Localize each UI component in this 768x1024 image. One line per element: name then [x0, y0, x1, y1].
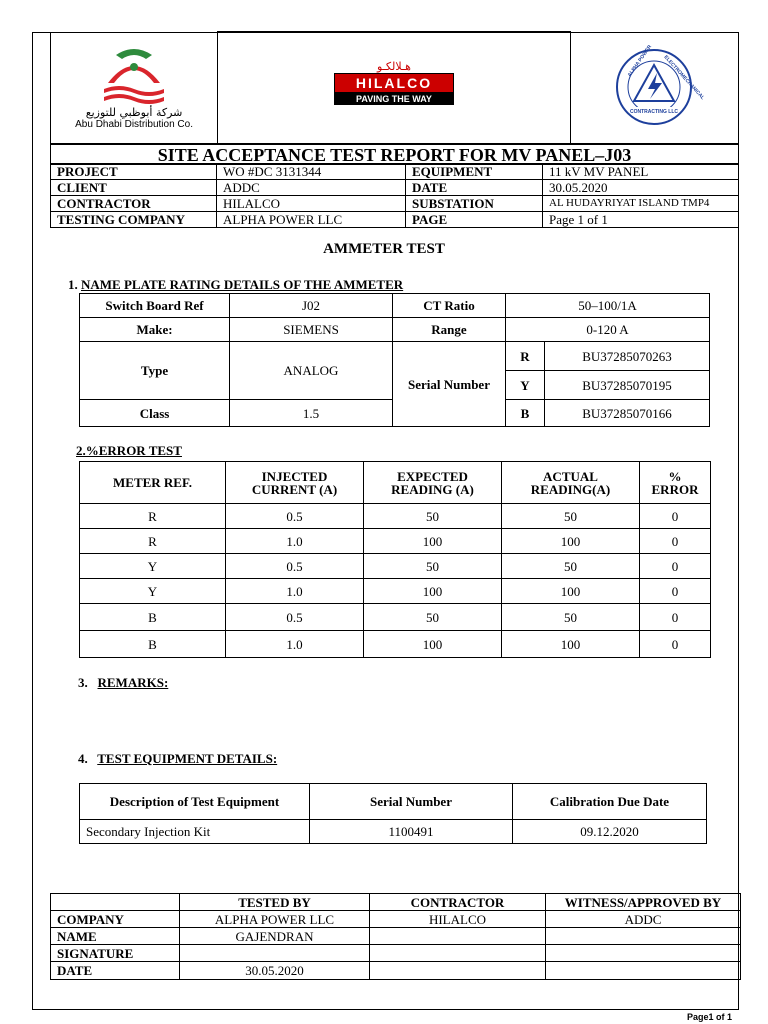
make-value: SIEMENS	[230, 318, 393, 342]
range-label: Range	[393, 318, 506, 342]
header-tested-by: TESTED BY	[180, 894, 370, 911]
contractor-value: HILALCO	[217, 196, 406, 212]
percent-error: 0	[640, 504, 711, 529]
contractor-label: CONTRACTOR	[51, 196, 217, 212]
table-row	[80, 554, 711, 579]
actual-reading: 50	[502, 604, 640, 631]
meter-ref: Y	[80, 579, 226, 604]
type-label: Type	[80, 342, 230, 400]
injected-current: 0.5	[226, 604, 364, 631]
percent-error: 0	[640, 579, 711, 604]
hilalco-logo	[334, 61, 454, 115]
section-1-title: NAME PLATE RATING DETAILS OF THE AMMETER	[81, 277, 404, 292]
alpha-power-logo-icon	[614, 44, 706, 127]
svg-text:CONTRACTING LLC: CONTRACTING LLC	[630, 109, 679, 116]
substation-label: SUBSTATION	[406, 196, 543, 212]
table-row	[80, 604, 711, 631]
class-value: 1.5	[230, 400, 393, 427]
hilalco-arabic: هـلالكـو	[377, 59, 411, 73]
injected-current: 1.0	[226, 529, 364, 554]
serial-phase-r: R	[506, 342, 545, 371]
signoff-blank-header	[51, 894, 180, 911]
witness-signature	[546, 945, 741, 962]
date-value: 30.05.2020	[543, 180, 739, 196]
header-equipment-description: Description of Test Equipment	[80, 784, 310, 820]
page-label: PAGE	[406, 212, 543, 228]
expected-reading: 100	[364, 631, 502, 658]
header-injected-current: INJECTED CURRENT (A)	[226, 462, 364, 504]
section-4-number: 4.	[78, 751, 88, 766]
hilalco-name: HILALCO	[334, 73, 454, 93]
testing-company-value: ALPHA POWER LLC	[217, 212, 406, 228]
addc-arabic-name: شركة أبوظبي للتوزيع	[85, 105, 183, 119]
tested-by-date: 30.05.2020	[180, 962, 370, 980]
section-3-heading	[78, 675, 168, 691]
section-3-number: 3.	[78, 675, 88, 690]
date-label: DATE	[406, 180, 543, 196]
ct-ratio-label: CT Ratio	[393, 294, 506, 318]
alpha-logo-cell	[570, 32, 738, 144]
equipment-label: EQUIPMENT	[406, 164, 543, 180]
contractor-date	[370, 962, 546, 980]
percent-error: 0	[640, 529, 711, 554]
meter-ref: R	[80, 529, 226, 554]
class-label: Class	[80, 400, 230, 427]
error-test-table	[79, 461, 711, 658]
row-label-name: NAME	[51, 928, 180, 945]
equipment-description: Secondary Injection Kit	[80, 820, 310, 844]
make-label: Make:	[80, 318, 230, 342]
substation-value: AL HUDAYRIYAT ISLAND TMP4	[543, 196, 739, 212]
test-title: AMMETER TEST	[323, 241, 445, 257]
actual-reading: 100	[502, 631, 640, 658]
expected-reading: 100	[364, 579, 502, 604]
expected-reading: 50	[364, 604, 502, 631]
serial-value-r: BU37285070263	[545, 342, 710, 371]
actual-reading: 50	[502, 504, 640, 529]
header-serial-number: Serial Number	[310, 784, 513, 820]
actual-reading: 50	[502, 554, 640, 579]
table-row	[51, 911, 741, 928]
witness-date	[546, 962, 741, 980]
range-value: 0-120 A	[506, 318, 710, 342]
expected-reading: 100	[364, 529, 502, 554]
header-expected-reading: EXPECTED READING (A)	[364, 462, 502, 504]
witness-name	[546, 928, 741, 945]
addc-logo-icon	[94, 45, 174, 107]
expected-reading: 50	[364, 554, 502, 579]
section-2-heading: 2.%ERROR TEST	[76, 443, 182, 458]
equipment-serial: 1100491	[310, 820, 513, 844]
serial-value-y: BU37285070195	[545, 371, 710, 400]
meter-ref: R	[80, 504, 226, 529]
header-witness: WITNESS/APPROVED BY	[546, 894, 741, 911]
table-row	[80, 579, 711, 604]
table-row	[51, 928, 741, 945]
actual-reading: 100	[502, 579, 640, 604]
row-label-company: COMPANY	[51, 911, 180, 928]
tested-by-signature	[180, 945, 370, 962]
injected-current: 1.0	[226, 631, 364, 658]
contractor-signature	[370, 945, 546, 962]
table-row	[80, 631, 711, 658]
table-row	[80, 529, 711, 554]
table-row	[80, 504, 711, 529]
table-row	[80, 820, 707, 844]
percent-error: 0	[640, 604, 711, 631]
table-row	[51, 945, 741, 962]
project-info-table	[50, 163, 739, 228]
svg-text:ELECTROMECHANICAL: ELECTROMECHANICAL	[662, 54, 706, 102]
header-percent-error: % ERROR	[640, 462, 711, 504]
ct-ratio-value: 50–100/1A	[506, 294, 710, 318]
testing-company-label: TESTING COMPANY	[51, 212, 217, 228]
svg-text:ALPHA POWER: ALPHA POWER	[627, 44, 654, 79]
header-meter-ref: METER REF.	[80, 462, 226, 504]
section-3-title: REMARKS:	[97, 675, 169, 690]
row-label-signature: SIGNATURE	[51, 945, 180, 962]
injected-current: 0.5	[226, 504, 364, 529]
witness-company: ADDC	[546, 911, 741, 928]
header-actual-reading: ACTUAL READING(A)	[502, 462, 640, 504]
expected-reading: 50	[364, 504, 502, 529]
header-calibration-date: Calibration Due Date	[513, 784, 707, 820]
page-footer: Page1 of 1	[686, 1012, 732, 1022]
signoff-table	[50, 893, 741, 980]
type-value: ANALOG	[230, 342, 393, 400]
meter-ref: B	[80, 604, 226, 631]
section-1-heading	[68, 277, 403, 293]
switch-board-value: J02	[230, 294, 393, 318]
section-4-heading	[78, 751, 277, 767]
switch-board-label: Switch Board Ref	[80, 294, 230, 318]
page-value: Page 1 of 1	[543, 212, 739, 228]
hilalco-logo-cell	[218, 32, 571, 144]
serial-value-b: BU37285070166	[545, 400, 710, 427]
meter-ref: Y	[80, 554, 226, 579]
injected-current: 1.0	[226, 579, 364, 604]
percent-error: 0	[640, 631, 711, 658]
report-title-row	[50, 144, 739, 165]
row-label-date: DATE	[51, 962, 180, 980]
addc-logo-cell	[51, 32, 218, 144]
client-value: ADDC	[217, 180, 406, 196]
report-title: SITE ACCEPTANCE TEST REPORT FOR MV PANEL–J03	[51, 145, 739, 165]
percent-error: 0	[640, 554, 711, 579]
tested-by-company: ALPHA POWER LLC	[180, 911, 370, 928]
section-1-number: 1.	[68, 277, 78, 292]
section-4-title: TEST EQUIPMENT DETAILS:	[97, 751, 278, 766]
addc-name: Abu Dhabi Distribution Co.	[75, 118, 193, 130]
client-label: CLIENT	[51, 180, 217, 196]
serial-phase-b: B	[506, 400, 545, 427]
project-label: PROJECT	[51, 164, 217, 180]
contractor-name	[370, 928, 546, 945]
test-equipment-table	[79, 783, 707, 844]
equipment-value: 11 kV MV PANEL	[543, 164, 739, 180]
serial-phase-y: Y	[506, 371, 545, 400]
tested-by-name: GAJENDRAN	[180, 928, 370, 945]
project-value: WO #DC 3131344	[217, 164, 406, 180]
hilalco-tagline: PAVING THE WAY FORWARD	[334, 93, 454, 105]
contractor-company: HILALCO	[370, 911, 546, 928]
injected-current: 0.5	[226, 554, 364, 579]
table-row	[51, 962, 741, 980]
serial-number-label: Serial Number	[393, 342, 506, 427]
meter-ref: B	[80, 631, 226, 658]
header-contractor: CONTRACTOR	[370, 894, 546, 911]
equipment-calibration-date: 09.12.2020	[513, 820, 707, 844]
nameplate-table	[79, 293, 710, 427]
actual-reading: 100	[502, 529, 640, 554]
header-logos	[50, 31, 739, 144]
